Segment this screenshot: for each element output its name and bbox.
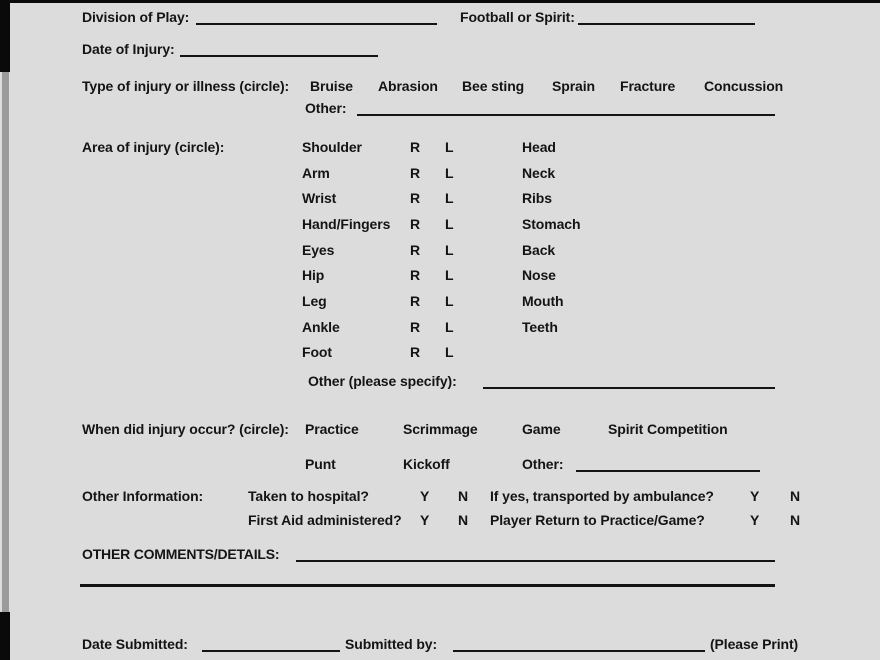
body-part-option[interactable]: Teeth [522,319,558,335]
hospital-no-option[interactable]: N [458,488,469,504]
return-yes-option[interactable]: Y [750,512,760,528]
when-option-practice[interactable]: Practice [305,421,359,437]
side-l-option[interactable]: L [445,319,454,335]
body-part-option[interactable]: Head [522,139,556,155]
side-r-option[interactable]: R [410,190,421,206]
body-part-option[interactable]: Back [522,242,556,258]
when-occurred-label: When did injury occur? (circle): [82,421,289,437]
body-part-option[interactable]: Mouth [522,293,564,309]
return-no-option[interactable]: N [790,512,801,528]
scan-edge-left-bottom [0,612,10,660]
area-row-leg [0,293,880,313]
side-r-option[interactable]: R [410,139,421,155]
body-part-option[interactable]: Leg [302,293,327,309]
football-or-spirit-label: Football or Spirit: [460,9,575,25]
submitted-by-label: Submitted by: [345,636,438,652]
side-l-option[interactable]: L [445,216,454,232]
side-r-option[interactable]: R [410,319,421,335]
injury-type-option-concussion[interactable]: Concussion [704,78,784,94]
injury-type-option-abrasion[interactable]: Abrasion [378,78,438,94]
body-part-option[interactable]: Arm [302,165,330,181]
injury-type-option-bruise[interactable]: Bruise [310,78,353,94]
when-other-label: Other: [522,456,564,472]
body-part-option[interactable]: Ribs [522,190,552,206]
injury-type-option-fracture[interactable]: Fracture [620,78,676,94]
comments-label: OTHER COMMENTS/DETAILS: [82,546,280,562]
side-l-option[interactable]: L [445,293,454,309]
side-r-option[interactable]: R [410,216,421,232]
body-part-option[interactable]: Nose [522,267,556,283]
other-information-label: Other Information: [82,488,204,504]
first-aid-question-label: First Aid administered? [248,512,402,528]
side-r-option[interactable]: R [410,293,421,309]
comments-field-line1[interactable] [296,545,775,562]
when-option-game[interactable]: Game [522,421,561,437]
side-r-option[interactable]: R [410,344,421,360]
injury-type-option-bee-sting[interactable]: Bee sting [462,78,525,94]
body-part-option[interactable]: Ankle [302,319,340,335]
area-row-eyes [0,242,880,262]
injury-type-other-label: Other: [305,100,347,116]
injury-type-label: Type of injury or illness (circle): [82,78,290,94]
date-submitted-label: Date Submitted: [82,636,188,652]
body-part-option[interactable]: Hand/Fingers [302,216,391,232]
side-l-option[interactable]: L [445,242,454,258]
ambulance-question-label: If yes, transported by ambulance? [490,488,714,504]
scan-edge-left-top [0,0,10,72]
side-l-option[interactable]: L [445,139,454,155]
division-of-play-label: Division of Play: [82,9,190,25]
area-row-hand-fingers [0,216,880,236]
area-other-field[interactable] [483,372,775,389]
side-r-option[interactable]: R [410,242,421,258]
injury-area-label: Area of injury (circle): [82,139,225,155]
submitted-by-field[interactable] [453,635,705,652]
hospital-question-label: Taken to hospital? [248,488,369,504]
area-row-hip [0,267,880,287]
body-part-option[interactable]: Stomach [522,216,581,232]
body-part-option[interactable]: Shoulder [302,139,362,155]
ambulance-no-option[interactable]: N [790,488,801,504]
side-r-option[interactable]: R [410,267,421,283]
area-row-wrist [0,190,880,210]
side-l-option[interactable]: L [445,344,454,360]
area-row-shoulder [0,139,880,159]
date-of-injury-field[interactable] [180,40,378,57]
first-aid-no-option[interactable]: N [458,512,469,528]
when-option-scrimmage[interactable]: Scrimmage [403,421,478,437]
body-part-option[interactable]: Foot [302,344,332,360]
when-option-punt[interactable]: Punt [305,456,336,472]
body-part-option[interactable]: Hip [302,267,325,283]
side-l-option[interactable]: L [445,267,454,283]
side-l-option[interactable]: L [445,165,454,181]
area-row-foot [0,344,880,364]
scan-edge-top-line [0,0,880,3]
side-r-option[interactable]: R [410,165,421,181]
division-of-play-field[interactable] [196,8,437,25]
date-of-injury-label: Date of Injury: [82,41,175,57]
football-or-spirit-field[interactable] [578,8,755,25]
when-option-spirit-competition[interactable]: Spirit Competition [608,421,728,437]
first-aid-yes-option[interactable]: Y [420,512,430,528]
return-question-label: Player Return to Practice/Game? [490,512,705,528]
area-row-ankle [0,319,880,339]
injury-type-option-sprain[interactable]: Sprain [552,78,595,94]
comments-field-line2[interactable] [80,584,775,587]
body-part-option[interactable]: Wrist [302,190,337,206]
please-print-label: (Please Print) [710,636,799,652]
when-option-kickoff[interactable]: Kickoff [403,456,450,472]
body-part-option[interactable]: Eyes [302,242,335,258]
body-part-option[interactable]: Neck [522,165,556,181]
area-other-label: Other (please specify): [308,373,457,389]
side-l-option[interactable]: L [445,190,454,206]
ambulance-yes-option[interactable]: Y [750,488,760,504]
date-submitted-field[interactable] [202,635,340,652]
area-row-arm [0,165,880,185]
hospital-yes-option[interactable]: Y [420,488,430,504]
injury-type-other-field[interactable] [357,99,775,116]
when-other-field[interactable] [576,455,760,472]
